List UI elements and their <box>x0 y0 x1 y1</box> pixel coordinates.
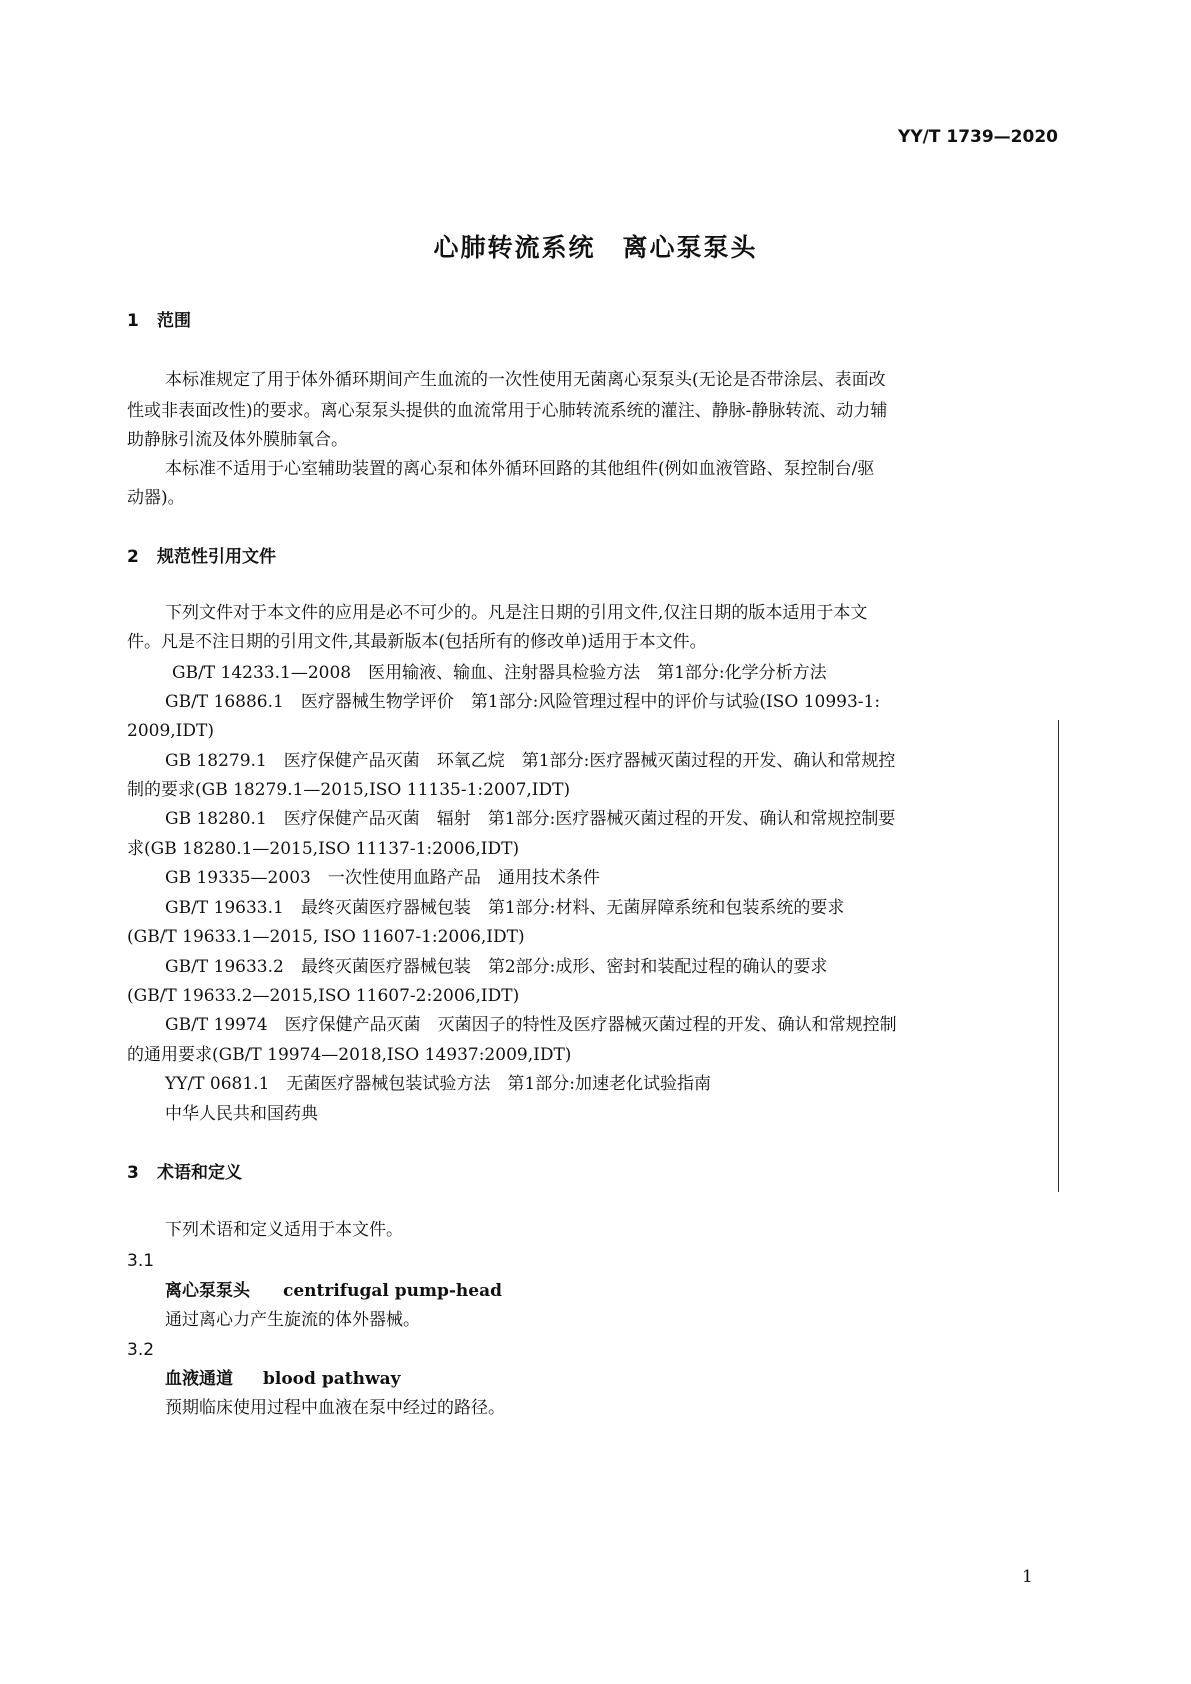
s1-line-5: 动器)。 <box>127 488 185 508</box>
s3-intro: 下列术语和定义适用于本文件。 <box>165 1220 403 1240</box>
s1-line-2: 性或非表面改性)的要求。离心泵泵头提供的血流常用于心肺转流系统的灌注、静脉-静脉转流、动力辅 <box>127 401 888 421</box>
s1-line-1: 本标准规定了用于体外循环期间产生血流的一次性使用无菌离心泵泵头(无论是否带涂层、表面改 <box>165 370 886 390</box>
section-2-heading: 规范性引用文件 <box>157 547 276 567</box>
ref-gbt-19633-1-cont: (GB/T 19633.1—2015, ISO 11607-1:2006,IDT) <box>127 927 525 947</box>
ref-gbt-19633-2: GB/T 19633.2 最终灭菌医疗器械包装 第2部分:成形、密封和装配过程的确认的要求 <box>165 957 828 977</box>
term-3-1-definition: 通过离心力产生旋流的体外器械。 <box>165 1310 420 1330</box>
term-3-1-number: 3.1 <box>127 1251 155 1271</box>
section-3-heading: 术语和定义 <box>157 1163 242 1183</box>
page-number: 1 <box>1022 1567 1033 1587</box>
s1-line-3: 助静脉引流及体外膜肺氧合。 <box>127 430 348 450</box>
ref-gbt-16886-1: GB/T 16886.1 医疗器械生物学评价 第1部分:风险管理过程中的评价与试验(ISO 10993-1: <box>165 692 881 712</box>
ref-pharmacopoeia: 中华人民共和国药典 <box>165 1104 318 1124</box>
ref-gbt-19633-1: GB/T 19633.1 最终灭菌医疗器械包装 第1部分:材料、无菌屏障系统和包装系统的要求 <box>165 898 845 918</box>
term-3-1-zh: 离心泵泵头 <box>165 1281 250 1301</box>
section-2-number: 2 <box>127 547 139 567</box>
ref-gb-18279-1: GB 18279.1 医疗保健产品灭菌 环氧乙烷 第1部分:医疗器械灭菌过程的开发、确认和常规控 <box>165 751 896 771</box>
standard-number: YY/T 1739—2020 <box>898 127 1058 147</box>
term-3-2-zh: 血液通道 <box>165 1369 233 1389</box>
term-3-2-number: 3.2 <box>127 1340 155 1360</box>
ref-gb-18280-1: GB 18280.1 医疗保健产品灭菌 辐射 第1部分:医疗器械灭菌过程的开发、确认和常规控制要 <box>165 809 896 829</box>
section-1-number: 1 <box>127 311 139 331</box>
ref-yyt-0681-1: YY/T 0681.1 无菌医疗器械包装试验方法 第1部分:加速老化试验指南 <box>165 1074 711 1094</box>
s1-line-4: 本标准不适用于心室辅助装置的离心泵和体外循环回路的其他组件(例如血液管路、泵控制台/驱 <box>165 459 875 479</box>
ref-gbt-19974: GB/T 19974 医疗保健产品灭菌 灭菌因子的特性及医疗器械灭菌过程的开发、确认和常规控制 <box>165 1015 897 1035</box>
ref-gb-18280-1-cont: 求(GB 18280.1—2015,ISO 11137-1:2006,IDT) <box>127 839 520 859</box>
s2-line-1: 下列文件对于本文件的应用是必不可少的。凡是注日期的引用文件,仅注日期的版本适用于本文 <box>165 603 868 623</box>
ref-gb-18279-1-cont: 制的要求(GB 18279.1—2015,ISO 11135-1:2007,IDT) <box>127 780 571 800</box>
section-1-heading: 范围 <box>157 311 191 331</box>
document-title: 心肺转流系统 离心泵泵头 <box>433 233 758 262</box>
revision-bar <box>1058 720 1059 1192</box>
ref-gbt-19633-2-cont: (GB/T 19633.2—2015,ISO 11607-2:2006,IDT) <box>127 986 520 1006</box>
term-3-2-en: blood pathway <box>263 1369 401 1389</box>
term-3-2-definition: 预期临床使用过程中血液在泵中经过的路径。 <box>165 1398 505 1418</box>
ref-gbt-14233-1: GB/T 14233.1—2008 医用输液、输血、注射器具检验方法 第1部分:化学分析方法 <box>172 663 827 683</box>
s2-line-2: 件。凡是不注日期的引用文件,其最新版本(包括所有的修改单)适用于本文件。 <box>127 632 707 652</box>
section-3-number: 3 <box>127 1163 139 1183</box>
term-3-1-en: centrifugal pump-head <box>283 1281 502 1301</box>
ref-gbt-16886-1-cont: 2009,IDT) <box>127 721 214 741</box>
ref-gbt-19974-cont: 的通用要求(GB/T 19974—2018,ISO 14937:2009,IDT) <box>127 1045 572 1065</box>
ref-gb-19335: GB 19335—2003 一次性使用血路产品 通用技术条件 <box>165 868 600 888</box>
